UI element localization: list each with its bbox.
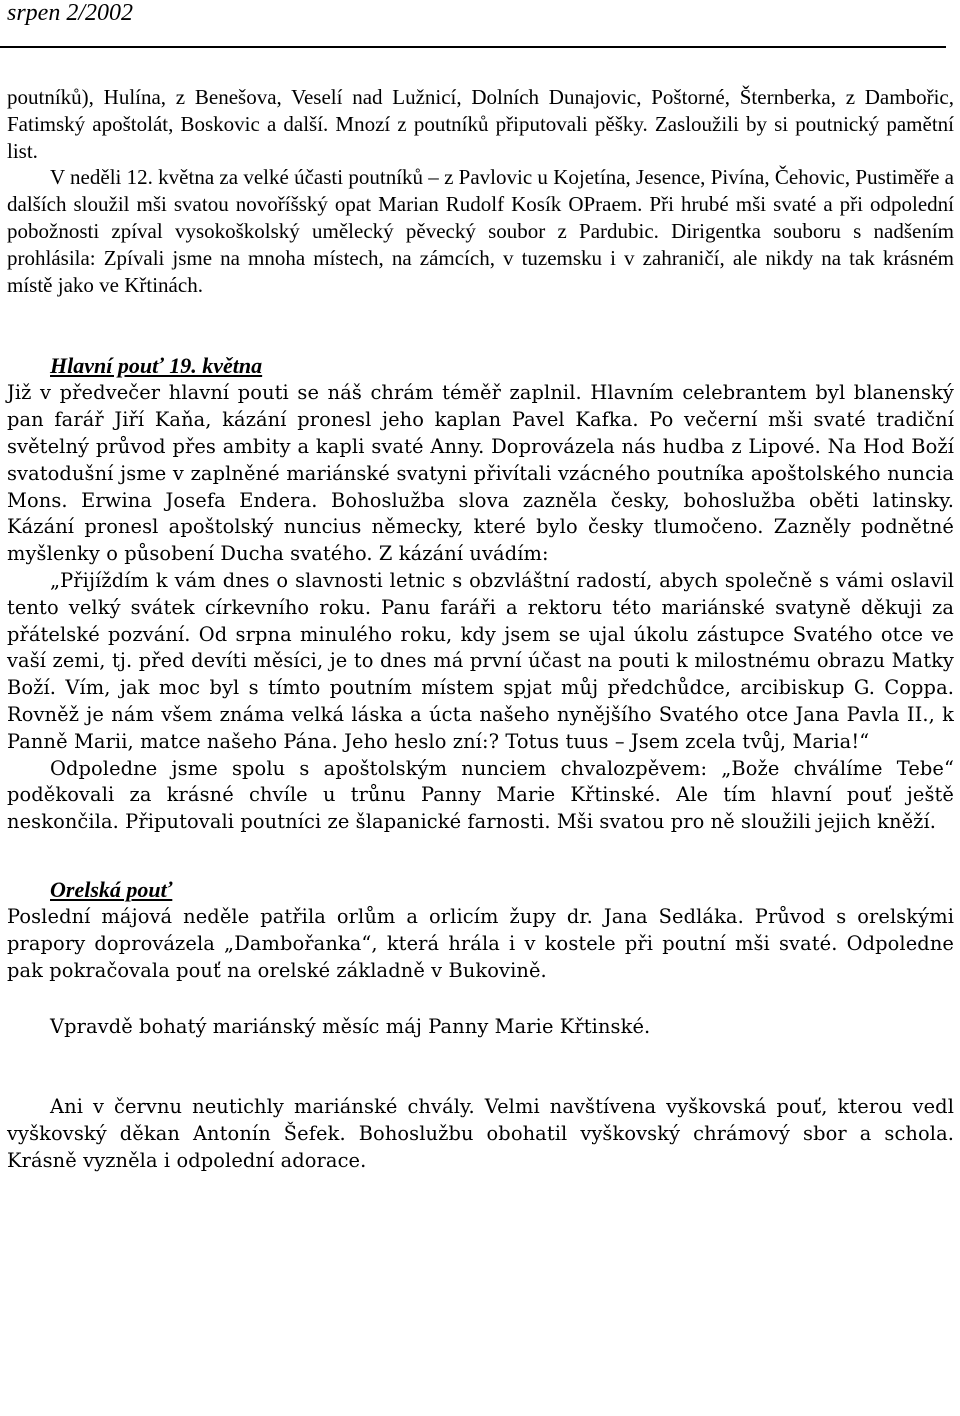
spacer xyxy=(7,298,954,352)
section-heading-main-pilgrimage: Hlavní pouť 19. května xyxy=(50,353,263,379)
paragraph-nuncio-quote: „Přijíždím k vám dnes o slavnosti letnic s obzvláštní radostí, abych společně s vámi oslavil tento velký svátek církevního roku. Panu faráři a rektoru této mariánské svatyně děkuji za přátelské pozvání. Od srpna minulého roku, kdy jsem se ujal úkolu zástupce Svatého otce ve vaší zemi, tj. před devíti měsíci, je to dnes má první účast na pouti k milostnému obrazu Matky Boží. Vím, jak moc byl s tímto poutním místem spjat můj předchůdce, arcibiskup G. Coppa. Rovněž je nám všem známa velká láska a úcta našeho nynějšího Svatého otce Jana Pavla II., k Panně Marii, matce našeho Pána. Jeho heslo zní:? Totus tuus – Jsem zcela tvůj, Maria!“ xyxy=(7,568,954,753)
paragraph-orel: Poslední májová neděle patřila orlům a orlicím župy dr. Jana Sedláka. Průvod s orelskými prapory doprovázela „Dambořanka“, která hrála i v kostele při poutní mši svaté. Odpoledne pak pokračovala pouť na orelské základně v Bukovině. xyxy=(7,904,954,982)
spacer xyxy=(7,1041,954,1094)
paragraph-pilgrims: poutníků), Hulína, z Benešova, Veselí nad Lužnicí, Dolních Dunajovic, Poštorné, Šternberka, z Dambořic, Fatimský apoštolát, Boskovic a další. Mnozí z poutníků připutovali pěšky. Zasloužili by si poutnický pamětní list. xyxy=(7,85,954,163)
article-body xyxy=(7,84,954,1175)
paragraph-main-pilgrimage: Již v předvečer hlavní pouti se náš chrám téměř zaplnil. Hlavním celebrantem byl blanenský pan farář Jiří Kaňa, kázání pronesl jeho kaplan Pavel Kafka. Po večerní mši svaté tradiční světelný průvod přes ambity a kapli svaté Anny. Doprovázela nás hudba z Lipové. Na Hod Boží svatodušní jsme v zaplněné mariánské svatyni přivítali vzácného poutníka apoštolského nuncia Mons. Erwina Josefa Endera. Bohoslužba slova zazněla česky, bohoslužba oběti latinsky. Kázání pronesl apoštolský nuncius německy, které bylo česky tlumočeno. Zazněly podnětné myšlenky o působení Ducha svatého. Z kázání uvádím: xyxy=(7,381,954,566)
paragraph-may-summary: Vpravdě bohatý mariánský měsíc máj Panny Marie Křtinské. xyxy=(50,1015,651,1039)
issue-label: srpen 2/2002 xyxy=(7,0,133,26)
paragraph-afternoon: Odpoledne jsme spolu s apoštolským nunciem chvalozpěvem: „Bože chválíme Tebe“ poděkovali za krásné chvíle u trůnu Panny Marie Křtinské. Ale tím hlavní pouť ještě neskončila. Připutovali poutníci ze šlapanické farnosti. Mši svatou pro ně sloužili jejich kněží. xyxy=(7,756,954,834)
paragraph-choir-quote: Dirigentka souboru s nadšením prohlásila: Zpívali jsme na mnoha místech, na zámcích, v tuzemsku i v zahraničí, ale nikdy na tak krásném místě jako ve Křtinách. xyxy=(7,218,954,297)
paragraph-june: Ani v červnu neutichly mariánské chvály. Velmi navštívena vyškovská pouť, kterou vedl vyškovský děkan Antonín Šefek. Bohoslužbu obohatil vyškovský chrámový sbor a schola. Krásně vyzněla i odpolední adorace. xyxy=(7,1095,954,1172)
paragraph-sunday-may-12 xyxy=(7,164,954,298)
paragraph-sunday-text: V neděli 12. května za velké účasti poutníků – z Pavlovic u Kojetína, Jesence, Pivína, Čehovic, Pustiměře a dalších sloužil mši svatou novoříšský opat Marian Rudolf Kosík OPraem. Při hrubé mši svaté a při odpolední pobožnosti zpíval vysokoškolský umělecký pěvecký soubor z Pardubic. xyxy=(7,165,954,243)
spacer xyxy=(7,836,954,876)
section-heading-orel-pilgrimage: Orelská pouť xyxy=(50,876,173,902)
page-header xyxy=(0,0,946,48)
spacer xyxy=(7,984,954,1014)
